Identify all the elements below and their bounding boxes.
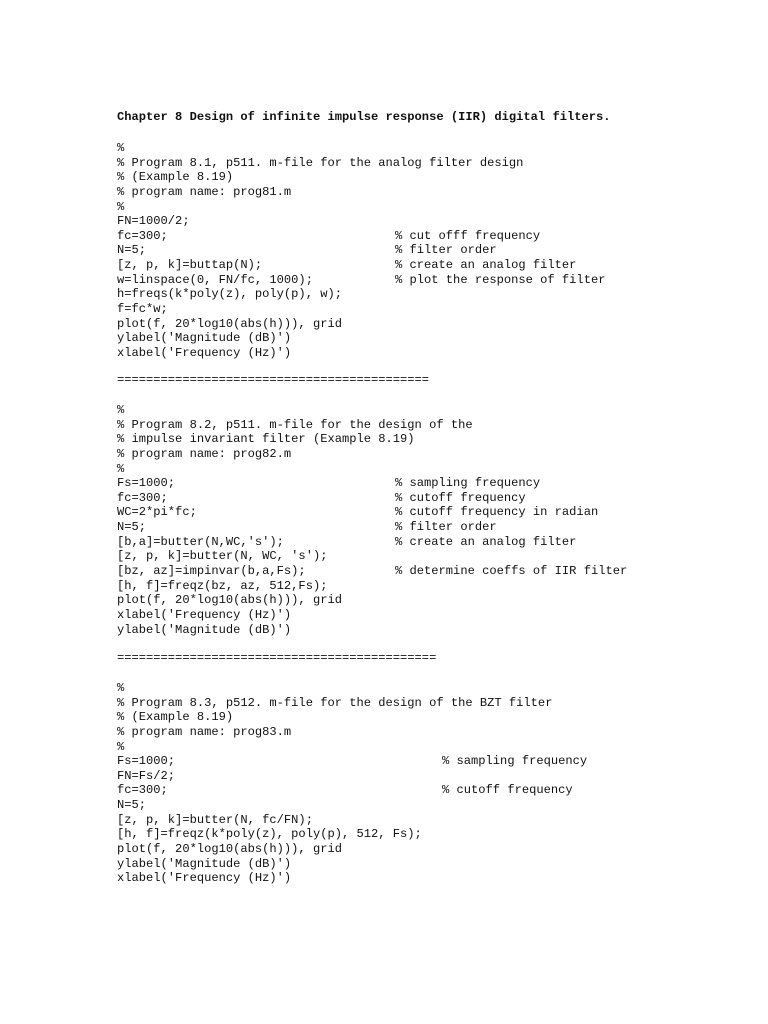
code-text: % program name: prog83.m — [117, 724, 292, 739]
code-line — [117, 462, 473, 477]
code-text: % Program 8.2, p511. m-file for the design of the — [117, 417, 473, 432]
program-8-3-listing — [117, 681, 588, 886]
code-line — [117, 579, 473, 594]
code-text: [z, p, k]=buttap(N); — [117, 258, 263, 273]
code-text: N=5; — [117, 243, 147, 258]
code-line — [117, 403, 473, 418]
code-line — [117, 754, 588, 769]
code-text: N=5; — [117, 520, 147, 535]
code-text: f=fc*w; — [117, 302, 168, 317]
code-line — [117, 623, 473, 638]
code-line — [117, 170, 523, 185]
code-text: % (Example 8.19) — [117, 170, 234, 185]
code-line — [117, 549, 473, 564]
code-line — [117, 857, 552, 872]
code-line — [117, 783, 573, 798]
code-text: % — [117, 461, 125, 476]
code-line — [117, 287, 523, 302]
code-line — [117, 418, 473, 433]
code-line — [117, 681, 552, 696]
inline-comment: % filter order — [395, 243, 497, 258]
code-line — [117, 272, 606, 288]
code-line — [117, 331, 523, 346]
code-text: ylabel('Magnitude (dB)') — [117, 856, 292, 871]
code-text: [z, p, k]=butter(N, WC, 's'); — [117, 549, 328, 564]
code-line — [117, 725, 552, 740]
code-text: WC=2*pi*fc; — [117, 505, 197, 520]
code-line — [117, 317, 523, 332]
code-line — [117, 228, 541, 244]
inline-comment: % cutoff frequency — [442, 783, 573, 798]
code-line — [117, 505, 599, 520]
code-text: w=linspace(0, FN/fc, 1000); — [117, 272, 313, 287]
code-line — [117, 696, 552, 711]
code-line — [117, 476, 541, 491]
code-text: plot(f, 20*log10(abs(h))), grid — [117, 593, 342, 608]
inline-comment: % cutoff frequency — [395, 490, 526, 505]
code-line — [117, 432, 473, 447]
code-text: xlabel('Frequency (Hz)') — [117, 871, 292, 886]
code-text: [b,a]=butter(N,WC,'s'); — [117, 534, 284, 549]
inline-comment: % filter order — [395, 520, 497, 535]
code-text: N=5; — [117, 798, 147, 813]
code-text: % program name: prog81.m — [117, 184, 292, 199]
code-line — [117, 608, 473, 623]
code-text: ylabel('Magnitude (dB)') — [117, 622, 292, 637]
code-line — [117, 827, 552, 842]
code-text: % (Example 8.19) — [117, 710, 234, 725]
code-text: [bz, az]=impinvar(b,a,Fs); — [117, 564, 306, 579]
code-text: % — [117, 141, 125, 155]
code-text: % — [117, 739, 125, 754]
code-text: % program name: prog82.m — [117, 446, 292, 461]
code-text: plot(f, 20*log10(abs(h))), grid — [117, 842, 342, 857]
code-line — [117, 813, 552, 828]
code-line — [117, 490, 526, 506]
code-line — [117, 871, 552, 886]
code-line — [117, 710, 552, 725]
code-text: h=freqs(k*poly(z), poly(p), w); — [117, 287, 342, 302]
code-line — [117, 302, 523, 317]
code-line — [117, 243, 523, 258]
code-line — [117, 447, 473, 462]
code-line — [117, 520, 497, 535]
code-text: FN=Fs/2; — [117, 768, 176, 783]
code-text: [z, p, k]=butter(N, fc/FN); — [117, 812, 313, 827]
code-line — [117, 185, 523, 200]
code-line — [117, 593, 473, 608]
code-text: [h, f]=freqz(bz, az, 512,Fs); — [117, 578, 328, 593]
code-text: ylabel('Magnitude (dB)') — [117, 331, 292, 346]
code-text: % Program 8.3, p512. m-file for the design of the BZT filter — [117, 695, 553, 710]
separator-line-1: =========================================== — [117, 373, 430, 387]
code-line — [117, 214, 523, 229]
code-text: [h, f]=freqz(k*poly(z), poly(p), 512, Fs); — [117, 827, 422, 842]
code-line — [117, 842, 552, 857]
code-line — [117, 141, 523, 156]
code-text: % Program 8.1, p511. m-file for the analog filter design — [117, 155, 524, 170]
code-text: % — [117, 681, 125, 695]
program-8-2-listing — [117, 403, 628, 637]
inline-comment: % create an analog filter — [395, 534, 577, 549]
code-text: FN=1000/2; — [117, 214, 190, 229]
code-line — [117, 200, 523, 215]
code-text: fc=300; — [117, 228, 168, 243]
inline-comment: % determine coeffs of IIR filter — [395, 564, 628, 579]
code-text: % — [117, 403, 125, 417]
code-text: xlabel('Frequency (Hz)') — [117, 607, 292, 622]
code-text: % impulse invariant filter (Example 8.19) — [117, 432, 415, 447]
code-text: Fs=1000; — [117, 476, 176, 491]
code-line — [117, 769, 552, 784]
inline-comment: % sampling frequency — [395, 476, 541, 491]
code-line — [117, 534, 577, 550]
inline-comment: % cutoff frequency in radian — [395, 505, 599, 520]
inline-comment: % create an analog filter — [395, 258, 577, 273]
code-text: Fs=1000; — [117, 754, 176, 769]
inline-comment: % plot the response of filter — [395, 272, 606, 287]
program-8-1-listing — [117, 141, 606, 361]
code-text: fc=300; — [117, 490, 168, 505]
code-line — [117, 798, 552, 813]
code-text: fc=300; — [117, 783, 168, 798]
separator-line-2: ============================================ — [117, 651, 437, 665]
inline-comment: % sampling frequency — [442, 754, 588, 769]
code-line — [117, 258, 577, 273]
code-text: xlabel('Frequency (Hz)') — [117, 345, 292, 360]
code-line — [117, 156, 523, 171]
code-text: plot(f, 20*log10(abs(h))), grid — [117, 316, 342, 331]
chapter-title: Chapter 8 Design of infinite impulse response (IIR) digital filters. — [117, 110, 611, 124]
code-line — [117, 740, 552, 755]
inline-comment: % cut offf frequency — [395, 228, 541, 243]
code-line — [117, 346, 523, 361]
code-text: % — [117, 199, 125, 214]
code-line — [117, 564, 628, 579]
